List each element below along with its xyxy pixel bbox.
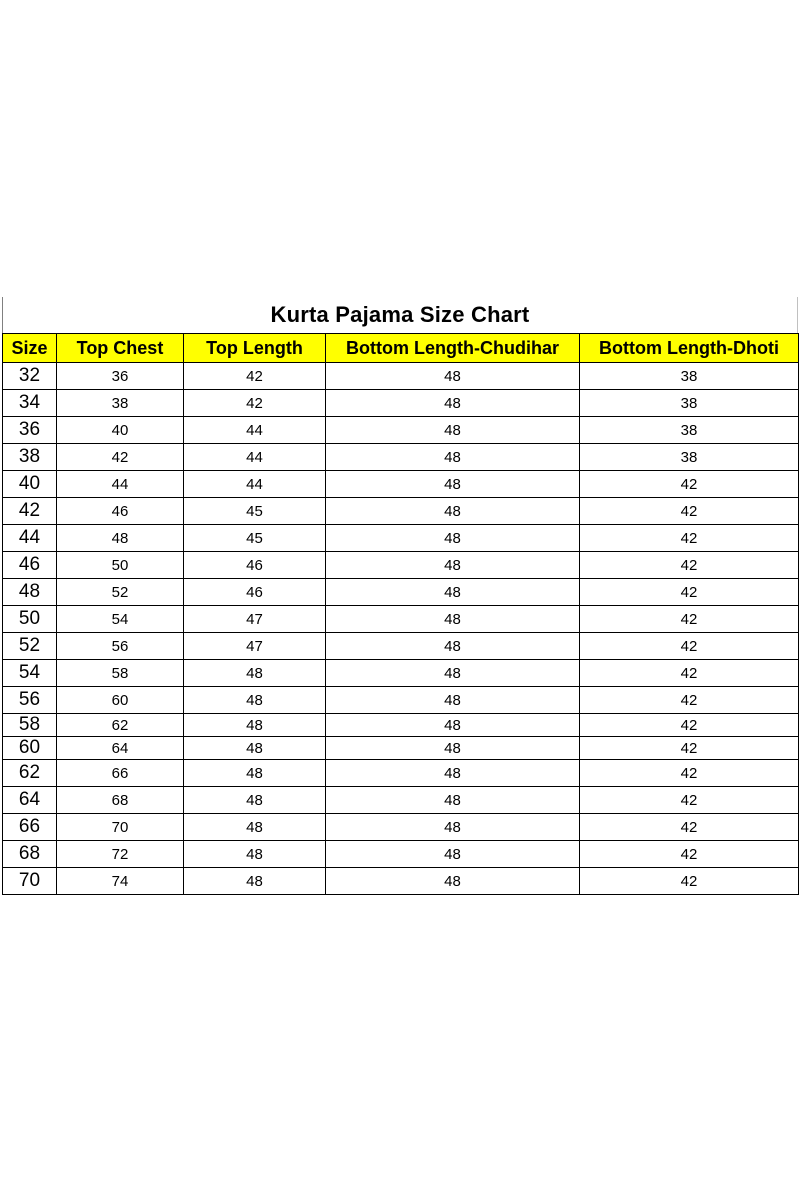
bottom-length-dhoti-cell: 42 [580,760,799,787]
top-length-cell: 44 [184,417,326,444]
bottom-length-dhoti-cell: 42 [580,471,799,498]
top-chest-cell: 72 [57,841,184,868]
bottom-length-dhoti-cell: 42 [580,660,799,687]
top-length-cell: 46 [184,579,326,606]
size-cell: 50 [3,606,57,633]
size-cell: 62 [3,760,57,787]
top-chest-cell: 52 [57,579,184,606]
top-length-cell: 45 [184,525,326,552]
bottom-length-chudihar-cell: 48 [326,552,580,579]
top-length-cell: 48 [184,760,326,787]
top-length-cell: 46 [184,552,326,579]
bottom-length-dhoti-cell: 38 [580,363,799,390]
size-cell: 70 [3,868,57,895]
top-chest-cell: 62 [57,714,184,737]
size-cell: 66 [3,814,57,841]
top-chest-cell: 36 [57,363,184,390]
top-length-cell: 48 [184,868,326,895]
size-cell: 60 [3,737,57,760]
bottom-length-chudihar-cell: 48 [326,841,580,868]
size-cell: 48 [3,579,57,606]
top-length-cell: 47 [184,633,326,660]
size-cell: 54 [3,660,57,687]
bottom-length-dhoti-cell: 42 [580,814,799,841]
size-cell: 36 [3,417,57,444]
bottom-length-chudihar-cell: 48 [326,579,580,606]
top-length-cell: 42 [184,390,326,417]
table-row [3,714,799,737]
bottom-length-dhoti-cell: 42 [580,579,799,606]
top-chest-cell: 74 [57,868,184,895]
top-chest-cell: 54 [57,606,184,633]
top-chest-cell: 50 [57,552,184,579]
top-chest-cell: 70 [57,814,184,841]
bottom-length-dhoti-cell: 42 [580,714,799,737]
top-chest-cell: 64 [57,737,184,760]
size-cell: 44 [3,525,57,552]
table-row [3,737,799,760]
bottom-length-chudihar-cell: 48 [326,737,580,760]
bottom-length-chudihar-cell: 48 [326,687,580,714]
bottom-length-dhoti-cell: 38 [580,444,799,471]
top-chest-cell: 38 [57,390,184,417]
size-cell: 34 [3,390,57,417]
top-length-cell: 48 [184,814,326,841]
top-length-cell: 48 [184,787,326,814]
header-top-chest: Top Chest [57,334,184,363]
bottom-length-dhoti-cell: 42 [580,498,799,525]
header-row [3,334,799,363]
table-row [3,760,799,787]
table-row [3,687,799,714]
table-row [3,660,799,687]
top-length-cell: 44 [184,471,326,498]
table-row [3,814,799,841]
top-length-cell: 48 [184,737,326,760]
table-row [3,633,799,660]
table-row [3,390,799,417]
bottom-length-dhoti-cell: 42 [580,737,799,760]
chart-title: Kurta Pajama Size Chart [270,302,530,327]
table-row [3,579,799,606]
bottom-length-chudihar-cell: 48 [326,525,580,552]
top-length-cell: 42 [184,363,326,390]
size-cell: 38 [3,444,57,471]
top-length-cell: 48 [184,841,326,868]
size-chart-sheet [2,297,798,895]
bottom-length-chudihar-cell: 48 [326,498,580,525]
bottom-length-chudihar-cell: 48 [326,760,580,787]
size-cell: 52 [3,633,57,660]
bottom-length-chudihar-cell: 48 [326,444,580,471]
size-cell: 68 [3,841,57,868]
top-length-cell: 48 [184,714,326,737]
bottom-length-dhoti-cell: 42 [580,525,799,552]
header-bottom-length-chudihar: Bottom Length-Chudihar [326,334,580,363]
table-row [3,498,799,525]
size-cell: 64 [3,787,57,814]
top-length-cell: 48 [184,687,326,714]
table-row [3,363,799,390]
top-chest-cell: 46 [57,498,184,525]
table-row [3,552,799,579]
top-length-cell: 47 [184,606,326,633]
top-chest-cell: 68 [57,787,184,814]
bottom-length-chudihar-cell: 48 [326,660,580,687]
top-chest-cell: 56 [57,633,184,660]
bottom-length-dhoti-cell: 42 [580,687,799,714]
bottom-length-chudihar-cell: 48 [326,814,580,841]
size-chart-table [2,333,799,895]
header-bottom-length-dhoti: Bottom Length-Dhoti [580,334,799,363]
bottom-length-dhoti-cell: 42 [580,841,799,868]
table-row [3,525,799,552]
size-cell: 32 [3,363,57,390]
bottom-length-chudihar-cell: 48 [326,363,580,390]
bottom-length-chudihar-cell: 48 [326,471,580,498]
table-row [3,606,799,633]
top-chest-cell: 42 [57,444,184,471]
top-chest-cell: 44 [57,471,184,498]
top-chest-cell: 60 [57,687,184,714]
table-row [3,417,799,444]
bottom-length-dhoti-cell: 42 [580,633,799,660]
table-row [3,841,799,868]
size-cell: 46 [3,552,57,579]
top-chest-cell: 40 [57,417,184,444]
top-chest-cell: 66 [57,760,184,787]
bottom-length-chudihar-cell: 48 [326,633,580,660]
top-length-cell: 45 [184,498,326,525]
size-cell: 58 [3,714,57,737]
bottom-length-chudihar-cell: 48 [326,606,580,633]
bottom-length-dhoti-cell: 42 [580,868,799,895]
top-chest-cell: 48 [57,525,184,552]
bottom-length-dhoti-cell: 38 [580,390,799,417]
title-row [2,297,798,333]
size-cell: 42 [3,498,57,525]
bottom-length-chudihar-cell: 48 [326,787,580,814]
top-length-cell: 44 [184,444,326,471]
bottom-length-chudihar-cell: 48 [326,417,580,444]
bottom-length-chudihar-cell: 48 [326,868,580,895]
table-row [3,787,799,814]
top-chest-cell: 58 [57,660,184,687]
bottom-length-dhoti-cell: 42 [580,552,799,579]
table-row [3,444,799,471]
size-cell: 40 [3,471,57,498]
bottom-length-dhoti-cell: 42 [580,606,799,633]
table-row [3,471,799,498]
bottom-length-chudihar-cell: 48 [326,390,580,417]
header-top-length: Top Length [184,334,326,363]
size-cell: 56 [3,687,57,714]
table-body [3,363,799,895]
top-length-cell: 48 [184,660,326,687]
bottom-length-chudihar-cell: 48 [326,714,580,737]
table-row [3,868,799,895]
bottom-length-dhoti-cell: 38 [580,417,799,444]
bottom-length-dhoti-cell: 42 [580,787,799,814]
header-size: Size [3,334,57,363]
